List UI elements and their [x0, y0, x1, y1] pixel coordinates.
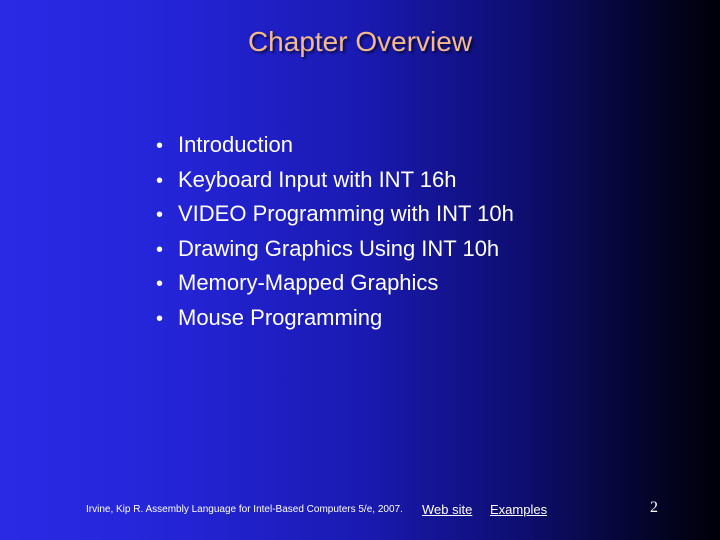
examples-link[interactable]: Examples	[490, 502, 548, 517]
bullet-text: Drawing Graphics Using INT 10h	[178, 235, 500, 261]
bullet-item-memory-mapped-graphics	[156, 266, 514, 301]
bullet-marker: •	[156, 169, 164, 192]
bullet-item-video-programming	[156, 197, 514, 232]
bullet-text: VIDEO Programming with INT 10h	[178, 201, 514, 227]
web-site-link[interactable]: Web site	[422, 502, 473, 517]
slide-title: Chapter Overview	[247, 26, 473, 57]
bullet-marker: •	[156, 307, 164, 330]
bullet-text: Keyboard Input with INT 16h	[178, 166, 457, 192]
bullet-item-drawing-graphics	[156, 232, 514, 267]
bullet-item-mouse-programming	[156, 301, 514, 336]
bullet-text: Memory-Mapped Graphics	[178, 270, 439, 296]
bullet-marker: •	[156, 238, 164, 261]
page-number: 2	[650, 499, 658, 516]
bullet-marker: •	[156, 204, 164, 227]
bullet-marker: •	[156, 273, 164, 296]
bullet-list	[156, 128, 514, 336]
bullet-item-introduction	[156, 128, 514, 163]
bullet-marker: •	[156, 135, 164, 157]
bullet-text: Mouse Programming	[178, 304, 383, 330]
bullet-text: Introduction	[178, 132, 293, 157]
bullet-item-keyboard-input	[156, 163, 514, 198]
footer-citation: Irvine, Kip R. Assembly Language for Intel-Based Computers 5/e, 2007.	[86, 504, 403, 515]
